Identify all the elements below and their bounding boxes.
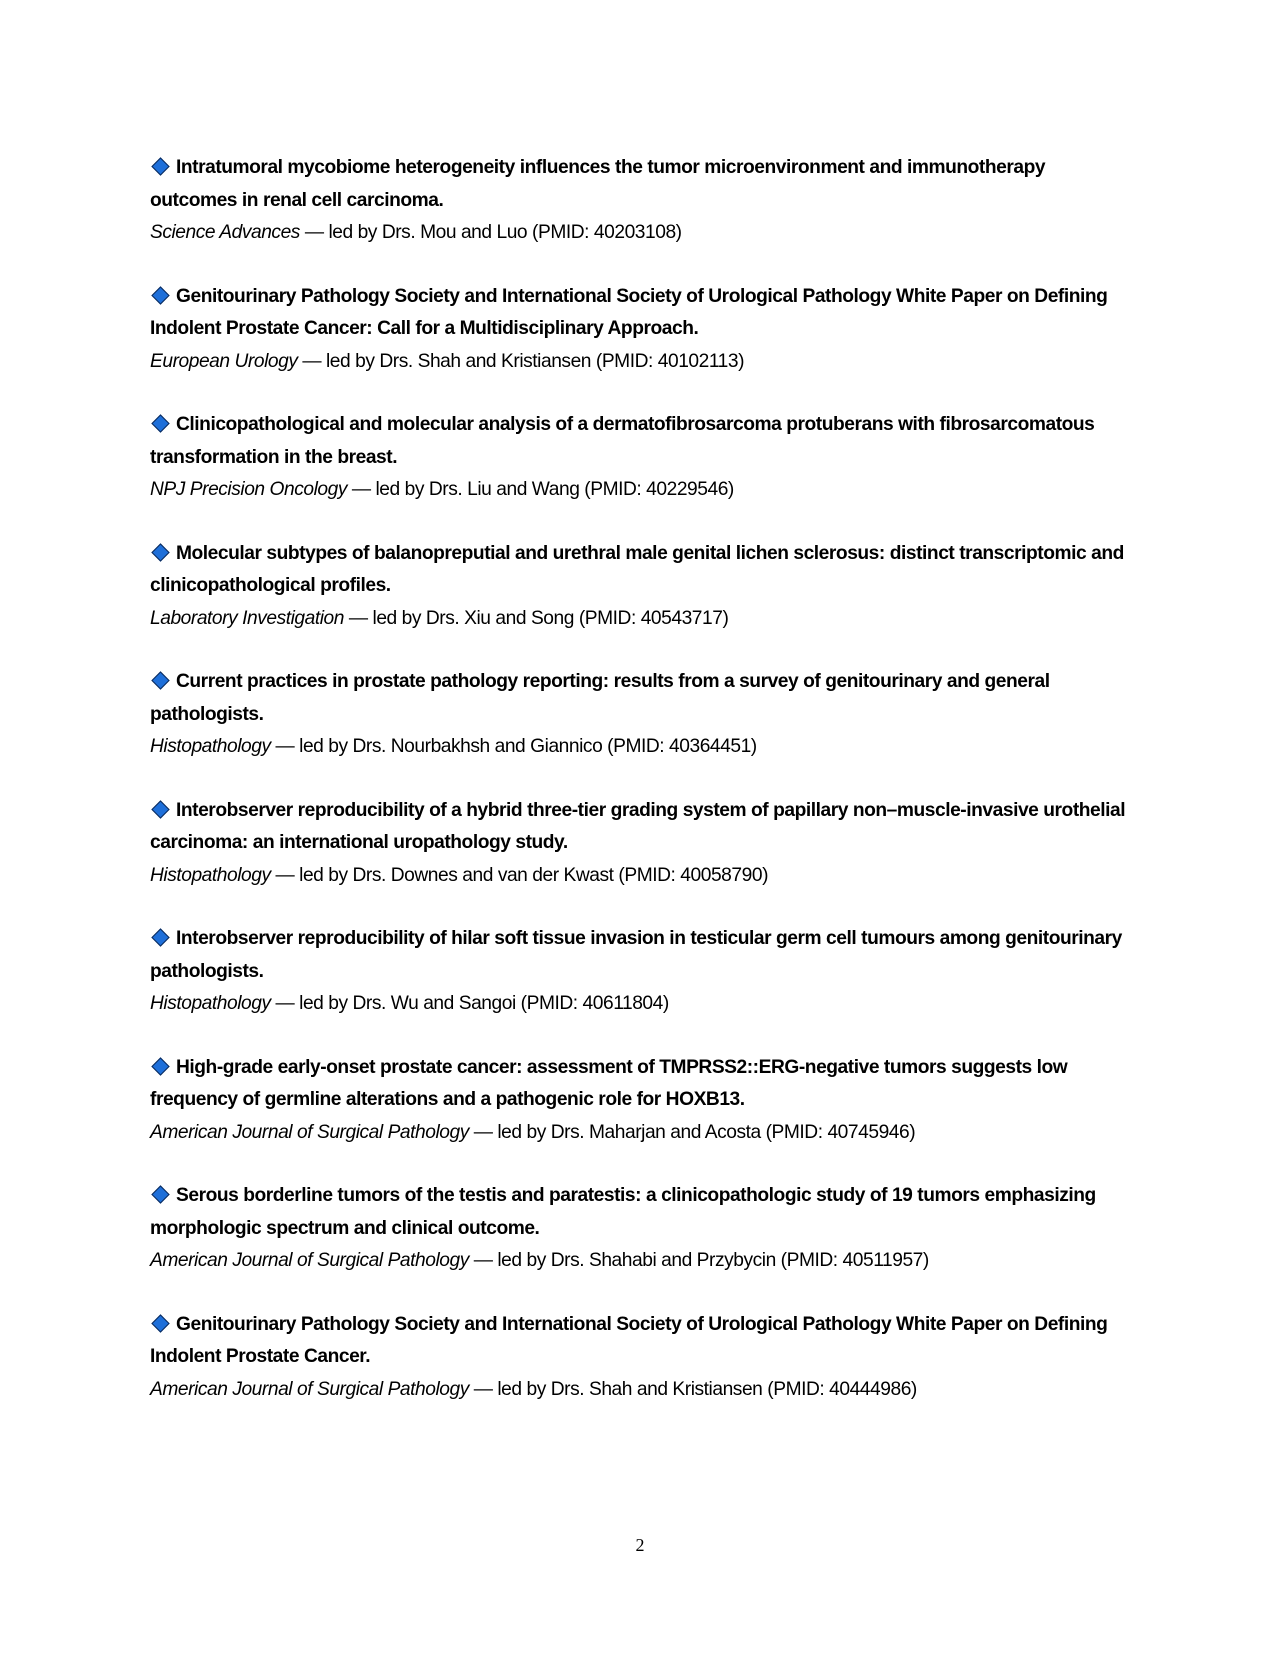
publication-title: Current practices in prostate pathology reporting: results from a survey of genitourinary and general pathologists. <box>150 671 1050 725</box>
blue-diamond-bullet-icon <box>151 672 169 690</box>
separator: — <box>344 607 373 629</box>
publication-credit: led by Drs. Mou and Luo (PMID: 40203108) <box>328 222 682 243</box>
publication-title: Genitourinary Pathology Society and International Society of Urological Pathology White Paper on Defining Indolent Prostate Cancer. <box>150 1313 1108 1367</box>
journal-name: Histopathology <box>150 736 271 757</box>
publication-title: Serous borderline tumors of the testis and paratestis: a clinicopathologic study of 19 tumors emphasizing morphologic spectrum and clinical outcome. <box>150 1185 1096 1239</box>
journal-name: NPJ Precision Oncology <box>150 479 347 500</box>
journal-name: Science Advances <box>150 222 300 243</box>
publication-title: Interobserver reproducibility of hilar soft tissue invasion in testicular germ cell tumours among genitourinary pathologists. <box>150 928 1122 982</box>
journal-name: American Journal of Surgical Pathology <box>150 1121 469 1143</box>
journal-name: Histopathology <box>150 864 271 886</box>
blue-diamond-bullet-icon <box>151 1057 169 1075</box>
publication-title: Clinicopathological and molecular analysis of a dermatofibrosarcoma protuberans with fibrosarcomatous transformation in the breast. <box>150 414 1095 468</box>
publication-item <box>150 923 1130 1021</box>
journal-name: American Journal of Surgical Pathology <box>150 1378 469 1400</box>
publication-item <box>150 409 1130 507</box>
blue-diamond-bullet-icon <box>151 1314 169 1332</box>
separator: — <box>299 222 329 243</box>
separator: — <box>468 1378 498 1400</box>
publication-title: High-grade early-onset prostate cancer: assessment of TMPRSS2::ERG-negative tumors suggests low frequency of germline alterations and a pathogenic role for HOXB13. <box>150 1056 1068 1110</box>
publication-title: Molecular subtypes of balanopreputial and urethral male genital lichen sclerosus: distinct transcriptomic and clinicopathological profiles. <box>150 542 1124 596</box>
publication-item <box>150 1180 1130 1278</box>
publication-item <box>150 152 1130 250</box>
publication-credit: led by Drs. Wu and Sangoi (PMID: 40611804) <box>299 993 669 1014</box>
blue-diamond-bullet-icon <box>151 415 169 433</box>
publication-title: Genitourinary Pathology Society and International Society of Urological Pathology White Paper on Defining Indolent Prostate Cancer: Call for a Multidisciplinary Approach. <box>150 285 1108 339</box>
publication-credit: led by Drs. Shahabi and Przybycin (PMID: 40511957) <box>497 1250 929 1271</box>
journal-name: Laboratory Investigation <box>150 607 344 629</box>
separator: — <box>270 864 300 886</box>
publication-credit: led by Drs. Xiu and Song (PMID: 40543717) <box>372 607 729 629</box>
blue-diamond-bullet-icon <box>151 543 169 561</box>
separator: — <box>270 993 300 1014</box>
blue-diamond-bullet-icon <box>151 286 169 304</box>
separator: — <box>297 350 326 372</box>
blue-diamond-bullet-icon <box>151 929 169 947</box>
publication-item <box>150 666 1130 764</box>
publication-title: Interobserver reproducibility of a hybrid three-tier grading system of papillary non–muscle-invasive urothelial carcinoma: an international uropathology study. <box>150 799 1126 853</box>
blue-diamond-bullet-icon <box>151 158 169 176</box>
publication-title: Intratumoral mycobiome heterogeneity influences the tumor microenvironment and immunotherapy outcomes in renal cell carcinoma. <box>150 157 1046 211</box>
publication-credit: led by Drs. Maharjan and Acosta (PMID: 40745946) <box>497 1121 916 1143</box>
publication-credit: led by Drs. Downes and van der Kwast (PMID: 40058790) <box>299 864 769 886</box>
journal-name: Histopathology <box>150 993 271 1014</box>
publication-item <box>150 795 1130 893</box>
publication-item <box>150 1052 1130 1150</box>
blue-diamond-bullet-icon <box>151 800 169 818</box>
publication-credit: led by Drs. Nourbakhsh and Giannico (PMID: 40364451) <box>299 736 757 757</box>
separator: — <box>270 736 300 757</box>
separator: — <box>346 479 376 500</box>
publication-list <box>150 152 1130 1437</box>
publication-credit: led by Drs. Liu and Wang (PMID: 40229546) <box>375 479 734 500</box>
publication-item <box>150 538 1130 636</box>
separator: — <box>468 1121 498 1143</box>
separator: — <box>468 1250 498 1271</box>
journal-name: American Journal of Surgical Pathology <box>150 1250 469 1271</box>
journal-name: European Urology <box>150 350 298 372</box>
publication-item <box>150 1309 1130 1407</box>
page-number: 2 <box>635 1535 645 1555</box>
publication-item <box>150 281 1130 379</box>
publication-credit: led by Drs. Shah and Kristiansen (PMID: 40444986) <box>497 1378 917 1400</box>
publication-credit: led by Drs. Shah and Kristiansen (PMID: 40102113) <box>325 350 745 372</box>
blue-diamond-bullet-icon <box>151 1186 169 1204</box>
